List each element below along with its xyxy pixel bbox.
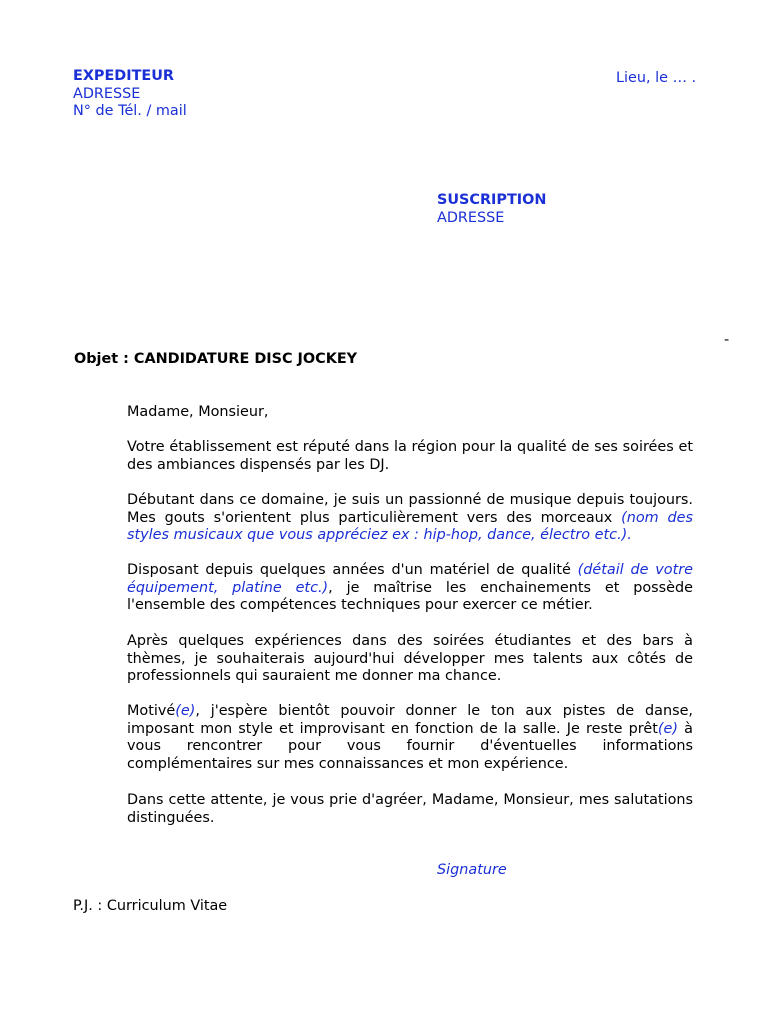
recipient-address: ADRESSE [437,209,505,226]
paragraph-3 [127,562,693,615]
sender-address: ADRESSE [73,85,141,102]
sender-block [73,68,187,121]
paragraph-4: Après quelques expériences dans des soirées étudiantes et des bars à thèmes, je souhaiterais aujourd'hui développer mes talents aux côtés de professionnels qui sauraient me donner ma chance. [127,633,693,685]
subject-line [74,351,357,369]
paragraph-2 [127,492,693,545]
gender-placeholder: (e) [657,720,678,737]
paragraph-5-end: à vous rencontrer pour vous fournir d'éventuelles informations complémentaires sur mes connaissances et mon expérience. [127,720,693,772]
paragraph-3-text: Disposant depuis quelques années d'un matériel de qualité [127,562,578,578]
signature: Signature [437,862,507,878]
paragraph-1: Votre établissement est réputé dans la région pour la qualité de ses soirées et des ambiances dispensés par les DJ. [127,439,693,473]
margin-mark: - [724,332,730,348]
paragraph-5-middle: , j'espère bientôt pouvoir donner le ton aux pistes de danse, imposant mon style et improvisant en fonction de la salle. Je reste prêt [127,703,693,737]
gender-placeholder: (e) [175,703,196,719]
paragraph-2-text: Débutant dans ce domaine, je suis un passionné de musique depuis toujours. Mes gouts s'orientent plus particulièrement vers des morceaux [127,492,693,526]
sender-contact: N° de Tél. / mail [73,103,187,120]
greeting: Madame, Monsieur, [127,404,269,420]
paragraph-2-end: . [627,527,632,544]
music-styles-placeholder: (nom des styles musicaux que vous appréciez ex : hip-hop, dance, électro etc.) [127,509,693,544]
subject-prefix: Objet : [74,351,134,367]
recipient-name: SUSCRIPTION [437,192,547,208]
recipient-block [437,192,546,227]
enclosure: P.J. : Curriculum Vitae [73,898,228,914]
sender-name: EXPEDITEUR [73,68,175,84]
subject-text: CANDIDATURE DISC JOCKEY [133,351,358,367]
closing-paragraph: Dans cette attente, je vous prie d'agréer, Madame, Monsieur, mes salutations distinguées. [127,792,693,826]
paragraph-3-end: , je maîtrise les enchainements et possède l'ensemble des compétences techniques pour exercer ce métier. [127,579,693,614]
paragraph-5-text: Motivé [127,703,176,719]
equipment-placeholder: (détail de votre équipement, platine etc.) [127,562,693,596]
place-date: Lieu, le … . [616,70,697,86]
paragraph-5 [127,703,693,773]
